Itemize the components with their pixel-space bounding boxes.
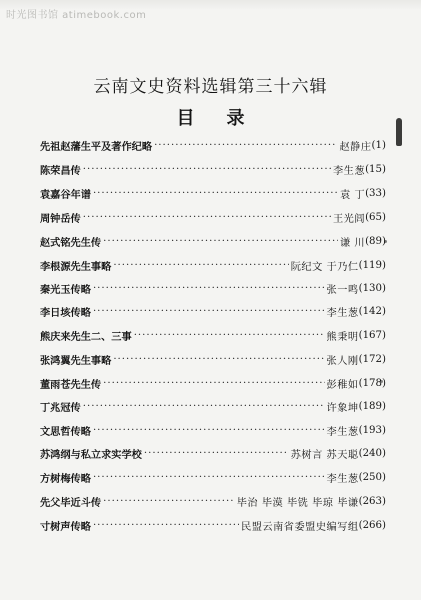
toc-entry-title: 袁嘉谷年谱 (40, 188, 91, 201)
toc-entry[interactable] (40, 326, 386, 344)
toc-entry-page: ( 189 ) (359, 401, 386, 412)
toc-entry-author: 王光闾 (333, 213, 366, 225)
toc-entry-title: 熊庆来先生二、三事 (40, 330, 132, 343)
toc-entry-author: 阮纪文 于乃仁 (290, 261, 359, 273)
toc-leader-dots (144, 448, 289, 459)
toc-entry[interactable] (40, 279, 386, 297)
toc-entry-title: 先父毕近斗传 (40, 496, 102, 509)
toc-entry-page: ( 172 ) (359, 354, 386, 365)
toc-entry-page: ( 130 ) (359, 283, 386, 294)
toc-entry-page: ( 240 ) (359, 448, 386, 459)
toc-entry-page: ( 65 ) (365, 212, 386, 223)
toc-entry[interactable] (40, 421, 386, 439)
toc-leader-dots (93, 283, 325, 294)
toc-entry-title: 先祖赵藩生平及著作纪略 (40, 140, 153, 153)
book-title: 云南文史资料选辑第三十六辑 (93, 77, 328, 97)
toc-entry-author: 袁 丁 (339, 189, 366, 201)
toc-entry-title: 秦光玉传略 (40, 283, 91, 296)
toc-entry[interactable] (40, 468, 386, 486)
toc-entry-title: 董雨苍先生传 (40, 378, 102, 391)
toc-entry-title: 寸树声传略 (40, 520, 91, 533)
toc-entry-author: 李生葱 (326, 473, 359, 485)
toc-leader-dots (93, 306, 325, 317)
toc-leader-dots (93, 520, 239, 531)
toc-heading-char: 目 (176, 108, 195, 129)
toc-entry-title: 赵式铭先生传 (40, 236, 102, 249)
toc-entry[interactable] (40, 232, 386, 250)
toc-entry-title: 文思哲传略 (40, 425, 91, 438)
toc-heading-char: 录 (226, 108, 245, 129)
toc-entry[interactable] (40, 397, 386, 415)
toc-entry-author: 熊秉明 (326, 331, 359, 343)
toc-entry-author: 李生葱 (326, 426, 359, 438)
toc-entry-page: ( 250 ) (359, 472, 386, 483)
toc-entry-title: 张鸿翼先生事略 (40, 354, 112, 367)
toc-leader-dots (103, 496, 235, 507)
toc-entry[interactable] (40, 374, 386, 392)
watermark: 时光图书馆 atimebook.com (6, 10, 147, 21)
toc-entry[interactable] (40, 302, 386, 320)
toc-entry[interactable] (40, 444, 386, 462)
toc-entry-page: ( 266 ) (359, 520, 386, 531)
toc-entry-title: 周钟岳传 (40, 212, 81, 225)
ink-blot (396, 118, 402, 146)
toc-entry-author: 李生葱 (326, 307, 359, 319)
toc-entry[interactable] (40, 184, 386, 202)
toc-entry-page: ( 178 ) (359, 378, 386, 389)
toc-entry-author: 许象坤 (326, 402, 359, 414)
toc-entry-page: ( 167 ) (359, 330, 386, 341)
toc-leader-dots (103, 236, 338, 247)
toc-entry-title: 陈荣昌传 (40, 164, 81, 177)
toc-heading (0, 104, 421, 130)
toc-entry-author: 李生葱 (333, 165, 366, 177)
toc-entry-page: ( 193 ) (359, 425, 386, 436)
toc-leader-dots (83, 212, 331, 223)
toc-entry-title: 苏鸿纲与私立求实学校 (40, 448, 142, 461)
toc-entry-author: 毕治 毕漠 毕铣 毕琼 毕谦 (236, 497, 359, 509)
toc-leader-dots (93, 425, 325, 436)
toc-leader-dots (154, 140, 337, 151)
toc-leader-dots (113, 354, 324, 365)
toc-entry-author: 张人刚 (326, 355, 359, 367)
toc-entry-title: 方树梅传略 (40, 472, 91, 485)
toc-entry[interactable] (40, 256, 386, 274)
toc-leader-dots (83, 401, 325, 412)
toc-entry-title: 李根源先生事略 (40, 260, 112, 273)
toc-entry[interactable] (40, 516, 386, 534)
toc-leader-dots (83, 164, 331, 175)
toc-entry-title: 丁兆冠传 (40, 401, 81, 414)
toc-entry-page: ( 15 ) (365, 164, 386, 175)
toc-entry-author: 谦 川 (339, 237, 366, 249)
toc-entry[interactable] (40, 492, 386, 510)
toc-entry-page: ( 119 ) (359, 260, 386, 271)
toc-entry-author: 赵静庄 (339, 141, 372, 153)
toc-leader-dots (103, 378, 324, 389)
toc-entry-author: 彭稚如 (326, 379, 359, 391)
toc-entry-title: 李日垓传略 (40, 306, 91, 319)
toc-entry[interactable] (40, 160, 386, 178)
toc-leader-dots (93, 472, 325, 483)
toc-entry-page: ( 1 ) (372, 140, 386, 151)
toc-entry[interactable] (40, 136, 386, 154)
toc-entry-author: 苏树言 苏天聪 (290, 449, 359, 461)
toc-entry-author: 张一鸣 (326, 284, 359, 296)
toc-leader-dots (134, 330, 325, 341)
toc-entry[interactable] (40, 208, 386, 226)
toc-entry-page: ( 89 ) (365, 236, 386, 247)
toc-leader-dots (93, 188, 338, 199)
toc-entry[interactable] (40, 350, 386, 368)
toc-entry-page: ( 33 ) (365, 188, 386, 199)
toc-leader-dots (113, 260, 288, 271)
toc-entry-page: ( 142 ) (359, 306, 386, 317)
toc-entry-page: ( 263 ) (359, 496, 386, 507)
toc-entry-author: 民盟云南省委盟史编写组 (241, 521, 359, 533)
